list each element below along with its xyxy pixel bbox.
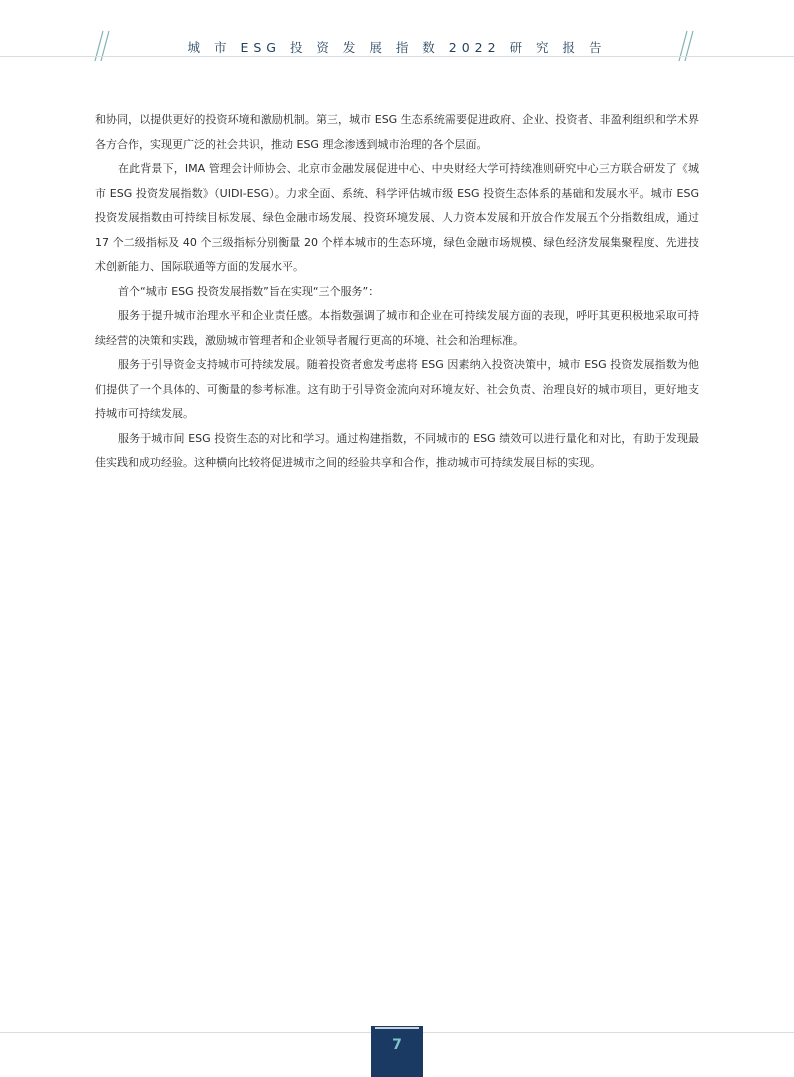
double-slash-ornament-icon bbox=[676, 30, 700, 62]
header-divider bbox=[0, 56, 794, 57]
page-number: 7 bbox=[392, 1037, 402, 1053]
paragraph: 首个“城市 ESG 投资发展指数”旨在实现“三个服务”： bbox=[118, 284, 380, 298]
paragraph: 在此背景下，IMA 管理会计师协会、北京市金融发展促进中心、中央财经大学可持续准则研究中心三方联合研发了《城市 ESG 投资发展指数》（UIDI-ESG）。力求全面、系统、科学评估城市级 ESG 投资生态体系的基础和发展水平。城市 ESG 投资发展指数由可持续目标发展、绿色金融市场发展、投资环境发展、人力资本发展和开放合作发展五个分指数组成，通过 17 个二级指标及 40 个三级指标分别衡量 20 个样本城市的生态环境，绿色金融市场规模、绿色经济发展集聚程度、先进技术创新能力、国际联通等方面的发展水平。 bbox=[95, 162, 699, 273]
page-header bbox=[0, 0, 794, 60]
paragraph: 服务于提升城市治理水平和企业责任感。本指数强调了城市和企业在可持续发展方面的表现，呼吁其更积极地采取可持续经营的决策和实践，激励城市管理者和企业领导者履行更高的环境、社会和治理标准。 bbox=[95, 309, 699, 347]
body-text bbox=[95, 108, 699, 476]
report-title: 城 市 ESG 投 资 发 展 指 数 2022 研 究 报 告 bbox=[187, 40, 607, 55]
paragraph: 服务于城市间 ESG 投资生态的对比和学习。通过构建指数，不同城市的 ESG 绩效可以进行量化和对比，有助于发现最佳实践和成功经验。这种横向比较将促进城市之间的经验共享和合作，推动城市可持续发展目标的实现。 bbox=[95, 431, 699, 469]
paragraph: 服务于引导资金支持城市可持续发展。随着投资者愈发考虑将 ESG 因素纳入投资决策中，城市 ESG 投资发展指数为他们提供了一个具体的、可衡量的参考标准。这有助于引导资金流向对环境友好、社会负责、治理良好的城市项目，更好地支持城市可持续发展。 bbox=[95, 358, 699, 420]
paragraph: 和协同，以提供更好的投资环境和激励机制。第三，城市 ESG 生态系统需要促进政府、企业、投资者、非盈利组织和学术界各方合作，实现更广泛的社会共识，推动 ESG 理念渗透到城市治理的各个层面。 bbox=[95, 113, 699, 151]
page-number-accent bbox=[375, 1027, 419, 1029]
